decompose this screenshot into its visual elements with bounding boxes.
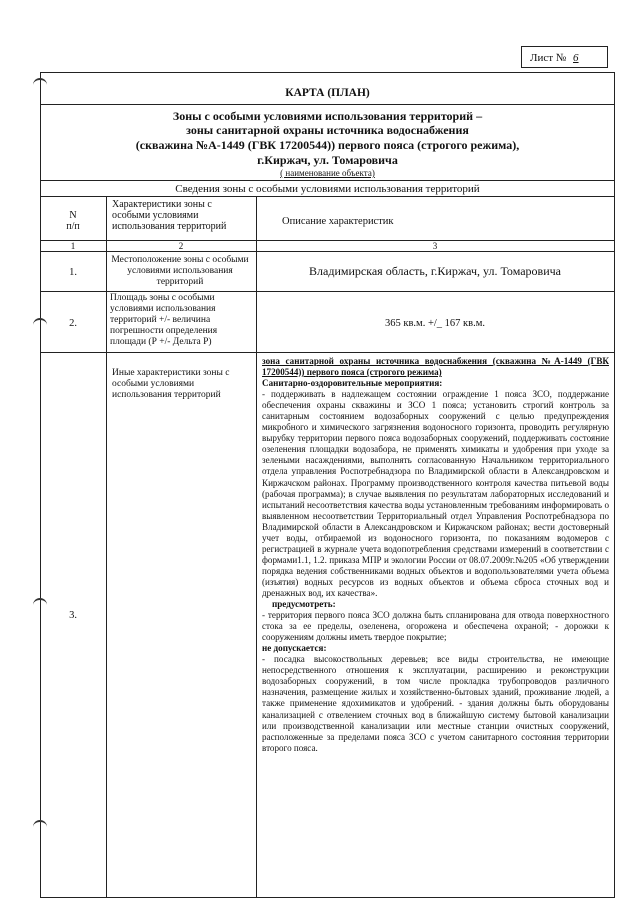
- colnum-3: 3: [432, 241, 438, 251]
- row1-num: 1.: [69, 267, 77, 278]
- binder-mark: [33, 820, 47, 830]
- binder-mark: [33, 598, 47, 608]
- doc-title: КАРТА (ПЛАН): [285, 87, 370, 99]
- row2-divider: [40, 352, 615, 353]
- row2-characteristic: Площадь зоны с особыми условиями использования территорий +/- величина погрешности определения площади (Р +/- Дельта Р): [110, 293, 218, 347]
- frame-top: [40, 72, 615, 73]
- title-divider: [40, 104, 615, 105]
- colnum-1: 1: [70, 241, 76, 251]
- binder-mark: [33, 318, 47, 328]
- zone-heading-4: г.Киржач, ул. Томаровича: [257, 153, 398, 167]
- row1-description: Владимирская область, г.Киржач, ул. Томаровича: [309, 264, 561, 278]
- section-title: Сведения зоны с особыми условиями использования территорий: [175, 183, 480, 195]
- row3-characteristic: Иные характеристики зоны с особыми условиями использования территорий: [112, 368, 230, 400]
- row1-characteristic: Местоположение зоны с особыми условиями использования территорий: [111, 255, 249, 287]
- colnum-2: 2: [178, 241, 184, 251]
- row1-divider: [40, 291, 615, 292]
- row3-description: [262, 356, 609, 754]
- binder-mark: [33, 78, 47, 88]
- row2-description: 365 кв.м. +/_ 167 кв.м.: [385, 318, 485, 329]
- row2-num: 2.: [69, 318, 77, 329]
- col-line-1: [106, 196, 107, 897]
- header-num: N п/п: [66, 210, 80, 232]
- row3-description-title: зона санитарной охраны источника водоснабжения (скважина №А-1449 (ГВК 17200544)) первого пояса (строгого режима): [262, 356, 609, 378]
- colnum-divider: [40, 251, 615, 252]
- object-note: ( наименование объекта): [280, 168, 375, 178]
- forbid-heading: не допускается:: [262, 643, 327, 654]
- header-characteristics: Характеристики зоны с особыми условиями использования территорий: [112, 199, 227, 232]
- row3-num: 3.: [69, 610, 77, 621]
- sheet-number-box: [521, 46, 608, 68]
- sheet-number: 6: [573, 52, 579, 64]
- zone-heading-3: (скважина №А-1449 (ГВК 17200544)) первого пояса (строгого режима),: [135, 138, 520, 152]
- frame-bottom: [40, 897, 615, 898]
- measures-heading: Санитарно-оздоровительные мероприятия:: [262, 378, 443, 389]
- col-line-2: [256, 196, 257, 897]
- forbid-text: - посадка высокоствольных деревьев; все виды строительства, не имеющие непосредственного отношения к эксплуатации, расширению и реконструкции водозаборных сооружений, в том числе прокладка трубопроводов различного назначения, размещение жилых и хозяйственно-бытовых зданий, проживание людей, а также применение ядохимикатов и удобрений. - здания должны быть оборудованы канализацией с отвелением сточных вод в ближайшую систему бытовой канализации или производственной канализации или местные станции очистных сооружений, расположенные за пределами пояса ЗСО с учетом санитарного состояния территории второго пояса.: [262, 654, 609, 753]
- heading-divider: [40, 180, 615, 181]
- measures-text: - поддерживать в надлежащем состоянии ограждение 1 пояса ЗСО, поддержание обеспечения охраны скважины и ЗСО 1 пояса; установить строгий контроль за санитарным состоянием водозаборных сооружений с целью предупреждения микробного и химического загрязнения водоносного горизонта, проводить регулярную вырубку территории первого пояса водозаборных сооружений, поддерживать состояние озеленения площадки водозабора, не применять химикаты и удобрения при уходе за зелеными насаждениями, выполнять согласованную Начальником территориального отдела управления Роспотребнадзора по Владимирской области в Александровском и Киржачском районах. Программу производственного контроля качества питьевой воды (рабочая программа); в случае выявления по результатам лабораторных исследований и испытаний несоответствия качества воды установленным требованиям информировать о выявленном несоответствии Территориальный отдел Управления Роспотребнадзора по Владимирской области в Александровском и Киржачском районах; вести достоверный учет воды, отбираемой из водоносного горизонта, по показаниям водомеров с регистрацией в журнале учета водопотребления средствами измерений в соответствии с формами1.1, 1.2. приказа МПР и экологии России от 08.07.2009г.№205 «Об утверждении порядка ведения собственниками водных объектов и водопользователями учета объема (изъятия) водных ресурсов из водных объектов и объема сброса сточных вод и дренажных вод, их качества».: [262, 389, 609, 598]
- zone-heading-1: Зоны с особыми условиями использования территорий –: [172, 109, 483, 123]
- provide-text: - территория первого пояса ЗСО должна быть спланирована для отвода поверхностного стока за ее пределы, озеленена, огорожена и обеспечена охраной; - дорожки к сооружениям должны иметь твердое покрытие;: [262, 610, 609, 643]
- zone-heading-2: зоны санитарной охраны источника водоснабжения: [186, 123, 469, 137]
- provide-heading: предусмотреть:: [272, 599, 336, 610]
- header-description: Описание характеристик: [282, 216, 394, 227]
- sheet-label: Лист №: [530, 52, 567, 64]
- section-divider: [40, 196, 615, 197]
